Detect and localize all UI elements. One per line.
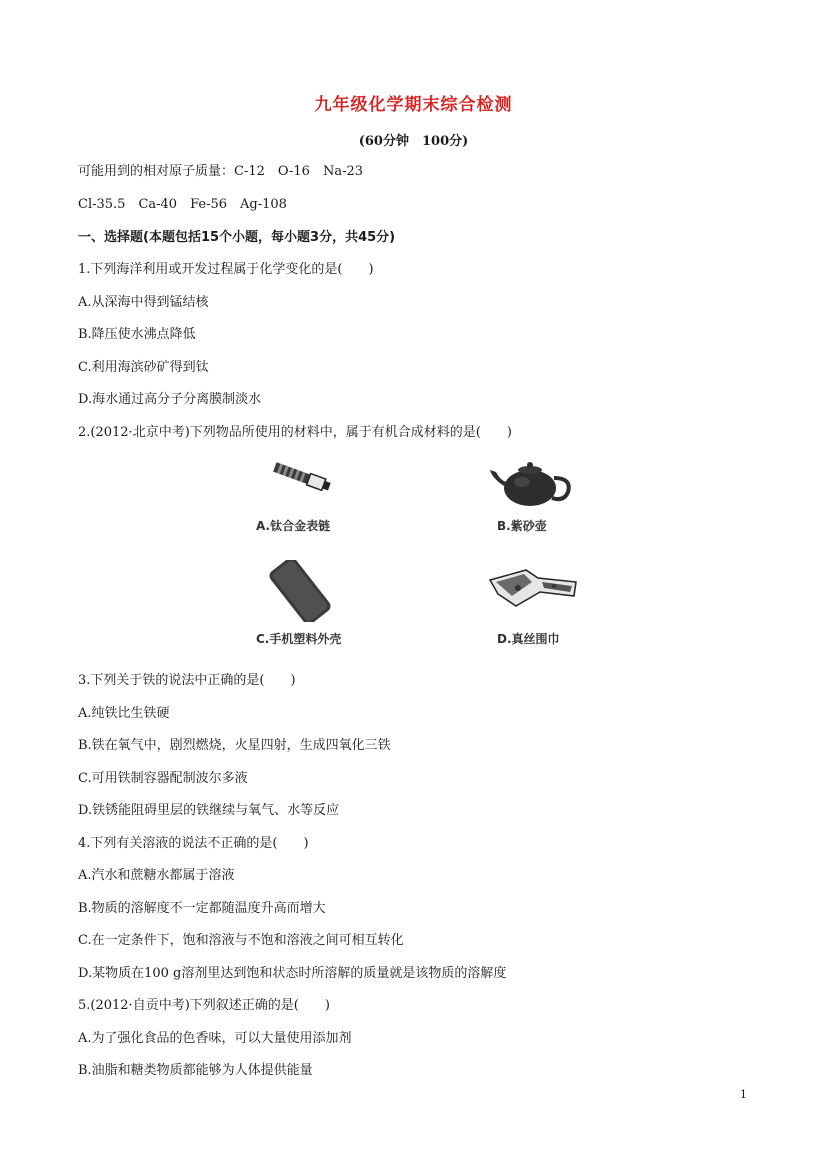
question-4-option-b: B.物质的溶解度不一定都随温度升高而增大	[78, 901, 326, 916]
question-2-stem: 2.(2012·北京中考)下列物品所使用的材料中，属于有机合成材料的是( )	[78, 425, 512, 440]
question-5-stem: 5.(2012·自贡中考)下列叙述正确的是( )	[78, 998, 330, 1013]
section-heading: 一、选择题(本题包括15个小题，每小题3分，共45分)	[78, 230, 396, 245]
question-3-option-b: B.铁在氧气中，剧烈燃烧，火星四射，生成四氧化三铁	[78, 738, 391, 753]
option-b-caption: B.紫砂壶	[497, 519, 547, 533]
atomic-mass-line-1: 可能用到的相对原子质量：C-12 O-16 Na-23	[78, 164, 364, 179]
option-d-caption: D.真丝围巾	[497, 632, 560, 646]
option-c-caption: C.手机塑料外壳	[256, 632, 342, 646]
silk-scarf-image	[486, 566, 580, 610]
question-1-option-c: C.利用海滨砂矿得到钛	[78, 360, 209, 375]
question-1-option-b: B.降压使水沸点降低	[78, 327, 196, 342]
question-1-option-d: D.海水通过高分子分离膜制淡水	[78, 392, 262, 407]
question-4-option-a: A.汽水和蔗糖水都属于溶液	[78, 868, 235, 883]
page-number: 1	[740, 1088, 747, 1101]
question-3-stem: 3.下列关于铁的说法中正确的是( )	[78, 673, 296, 688]
question-4-stem: 4.下列有关溶液的说法不正确的是( )	[78, 836, 309, 851]
option-a-caption: A.钛合金表链	[256, 519, 331, 533]
question-5-option-a: A.为了强化食品的色香味，可以大量使用添加剂	[78, 1031, 352, 1046]
watch-band-image	[268, 462, 336, 498]
question-1-stem: 1.下列海洋利用或开发过程属于化学变化的是( )	[78, 262, 374, 277]
question-4-option-d: D.某物质在100 g溶剂里达到饱和状态时所溶解的质量就是该物质的溶解度	[78, 966, 507, 981]
page-title: 九年级化学期末综合检测	[314, 95, 513, 115]
exam-duration-score: (60分钟 100分)	[358, 134, 469, 149]
question-3-option-c: C.可用铁制容器配制波尔多液	[78, 771, 248, 786]
question-3-option-d: D.铁锈能阻碍里层的铁继续与氧气、水等反应	[78, 803, 340, 818]
question-5-option-b: B.油脂和糖类物质都能够为人体提供能量	[78, 1063, 313, 1078]
question-3-option-a: A.纯铁比生铁硬	[78, 706, 170, 721]
atomic-mass-line-2: Cl-35.5 Ca-40 Fe-56 Ag-108	[78, 197, 287, 212]
teapot-image	[488, 456, 576, 510]
question-1-option-a: A.从深海中得到锰结核	[78, 295, 209, 310]
phone-case-image	[262, 560, 338, 622]
question-4-option-c: C.在一定条件下，饱和溶液与不饱和溶液之间可相互转化	[78, 933, 404, 948]
